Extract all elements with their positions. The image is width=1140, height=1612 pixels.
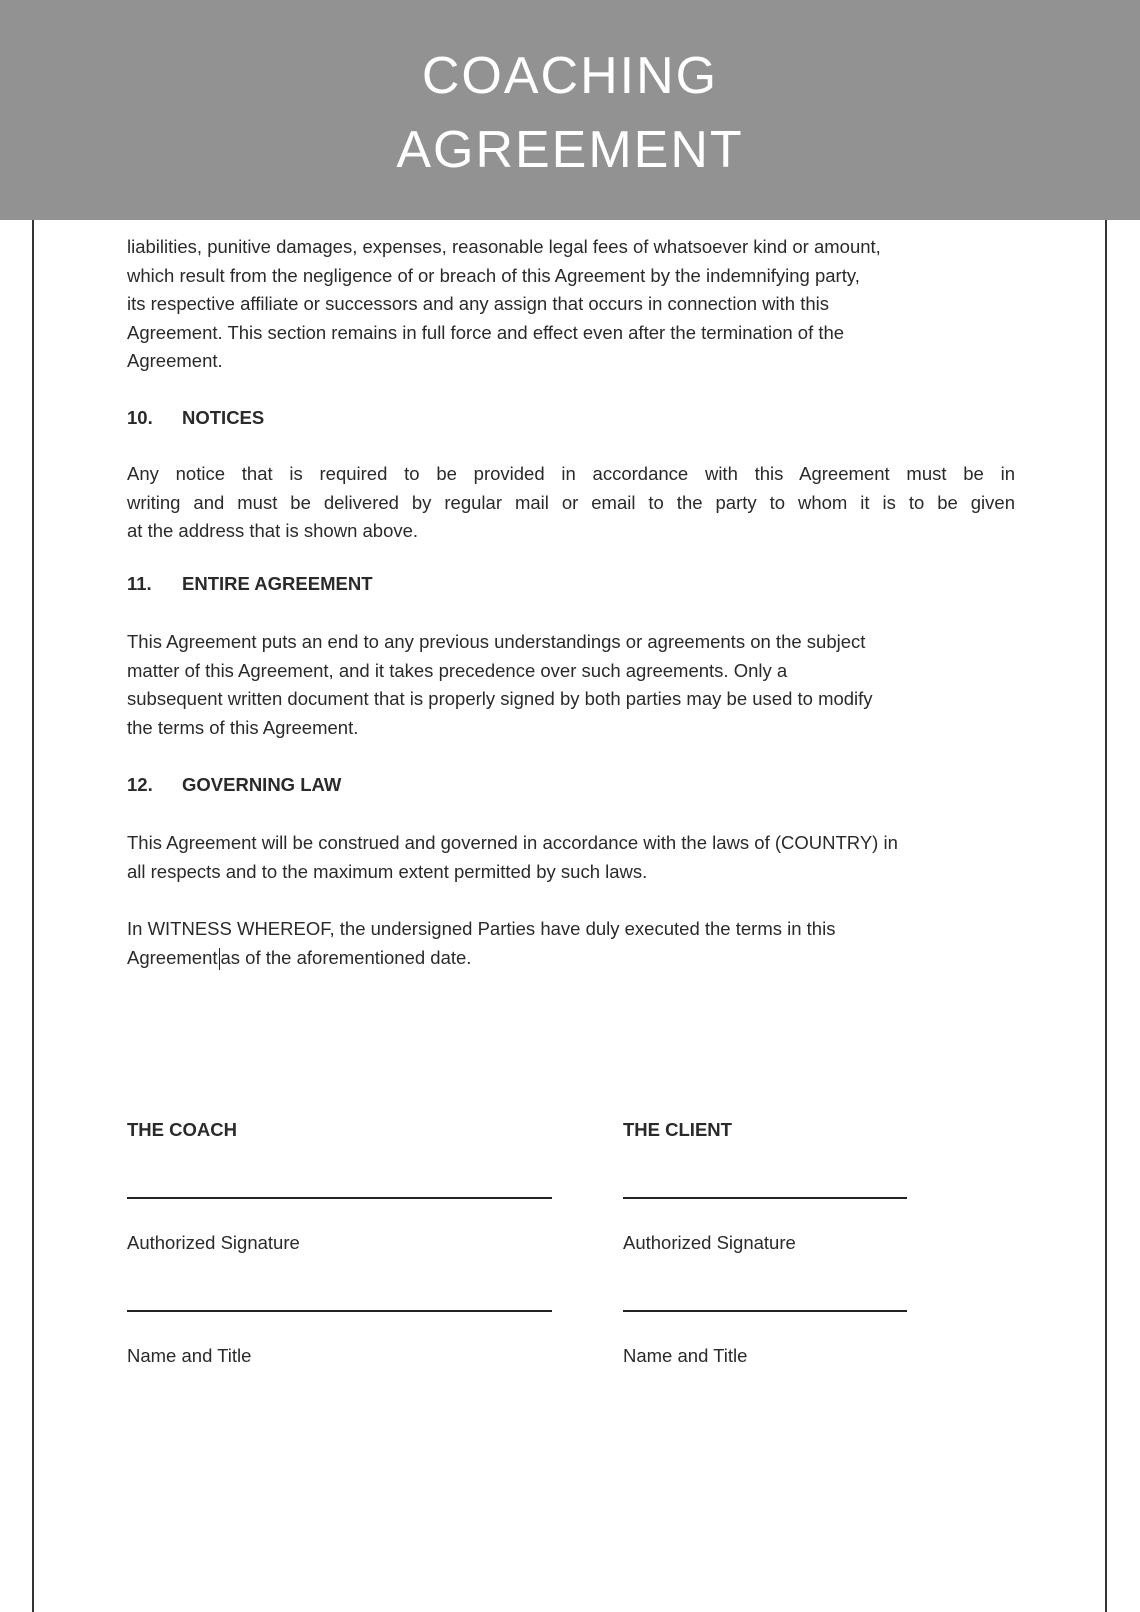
coach-heading: THE COACH: [127, 1119, 237, 1140]
text-line: In WITNESS WHEREOF, the undersigned Parties have duly executed the terms in this: [127, 918, 836, 939]
page-border-left: [32, 220, 34, 1612]
text-line: all respects and to the maximum extent permitted by such laws.: [127, 860, 648, 882]
section-heading-notices: [127, 406, 264, 430]
client-heading: THE CLIENT: [623, 1119, 732, 1140]
text-line: This Agreement will be construed and governed in accordance with the laws of (COUNTRY) in: [127, 832, 898, 853]
client-name-label: Name and Title: [623, 1345, 748, 1366]
text-line: the terms of this Agreement.: [127, 716, 359, 738]
client-signature-line[interactable]: [623, 1197, 907, 1199]
text-line: Agreement.: [127, 350, 223, 372]
coach-name-label: Name and Title: [127, 1345, 252, 1366]
text-cursor: [219, 948, 220, 970]
witness-paragraph: [127, 915, 1015, 972]
text-line: writing and must be delivered by regular mail or email to the party to whom it is to be given: [127, 491, 1015, 513]
coach-signature-line[interactable]: [127, 1197, 552, 1199]
section-heading-governing-law: [127, 773, 341, 797]
client-signature-label: Authorized Signature: [623, 1232, 796, 1253]
text-fragment: Agreement: [127, 946, 218, 968]
text-line: Agreement. This section remains in full force and effect even after the termination of the: [127, 321, 845, 343]
text-line: its respective affiliate or successors and any assign that occurs in connection with this: [127, 293, 829, 315]
title-line-2: AGREEMENT: [396, 121, 744, 179]
section-number: 12.: [127, 774, 153, 795]
title-line-1: COACHING: [421, 47, 719, 105]
coach-name-line[interactable]: [127, 1310, 552, 1312]
notices-paragraph: [127, 460, 1015, 546]
text-line: liabilities, punitive damages, expenses, reasonable legal fees of whatsoever kind or amount,: [127, 236, 881, 257]
title-banner: [0, 0, 1140, 220]
section-number: 10.: [127, 407, 153, 428]
coach-signature-label: Authorized Signature: [127, 1232, 300, 1253]
text-line: subsequent written document that is properly signed by both parties may be used to modify: [127, 688, 873, 710]
page-border-right: [1105, 220, 1107, 1612]
entire-agreement-paragraph: [127, 628, 1015, 742]
section-heading-entire-agreement: [127, 572, 373, 596]
text-line: at the address that is shown above.: [127, 520, 419, 542]
section-title: NOTICES: [182, 407, 265, 428]
intro-paragraph: [127, 233, 1015, 376]
section-title: GOVERNING LAW: [182, 774, 342, 795]
text-line: matter of this Agreement, and it takes precedence over such agreements. Only a: [127, 659, 788, 681]
client-name-line[interactable]: [623, 1310, 907, 1312]
text-line: which result from the negligence of or breach of this Agreement by the indemnifying party,: [127, 264, 860, 286]
text-fragment: as of the aforementioned date.: [220, 946, 472, 968]
section-title: ENTIRE AGREEMENT: [182, 573, 373, 594]
text-line: Any notice that is required to be provided in accordance with this Agreement must be in: [127, 463, 1015, 484]
text-line: This Agreement puts an end to any previous understandings or agreements on the subject: [127, 631, 866, 652]
governing-law-paragraph: [127, 829, 1015, 886]
section-number: 11.: [127, 573, 152, 594]
